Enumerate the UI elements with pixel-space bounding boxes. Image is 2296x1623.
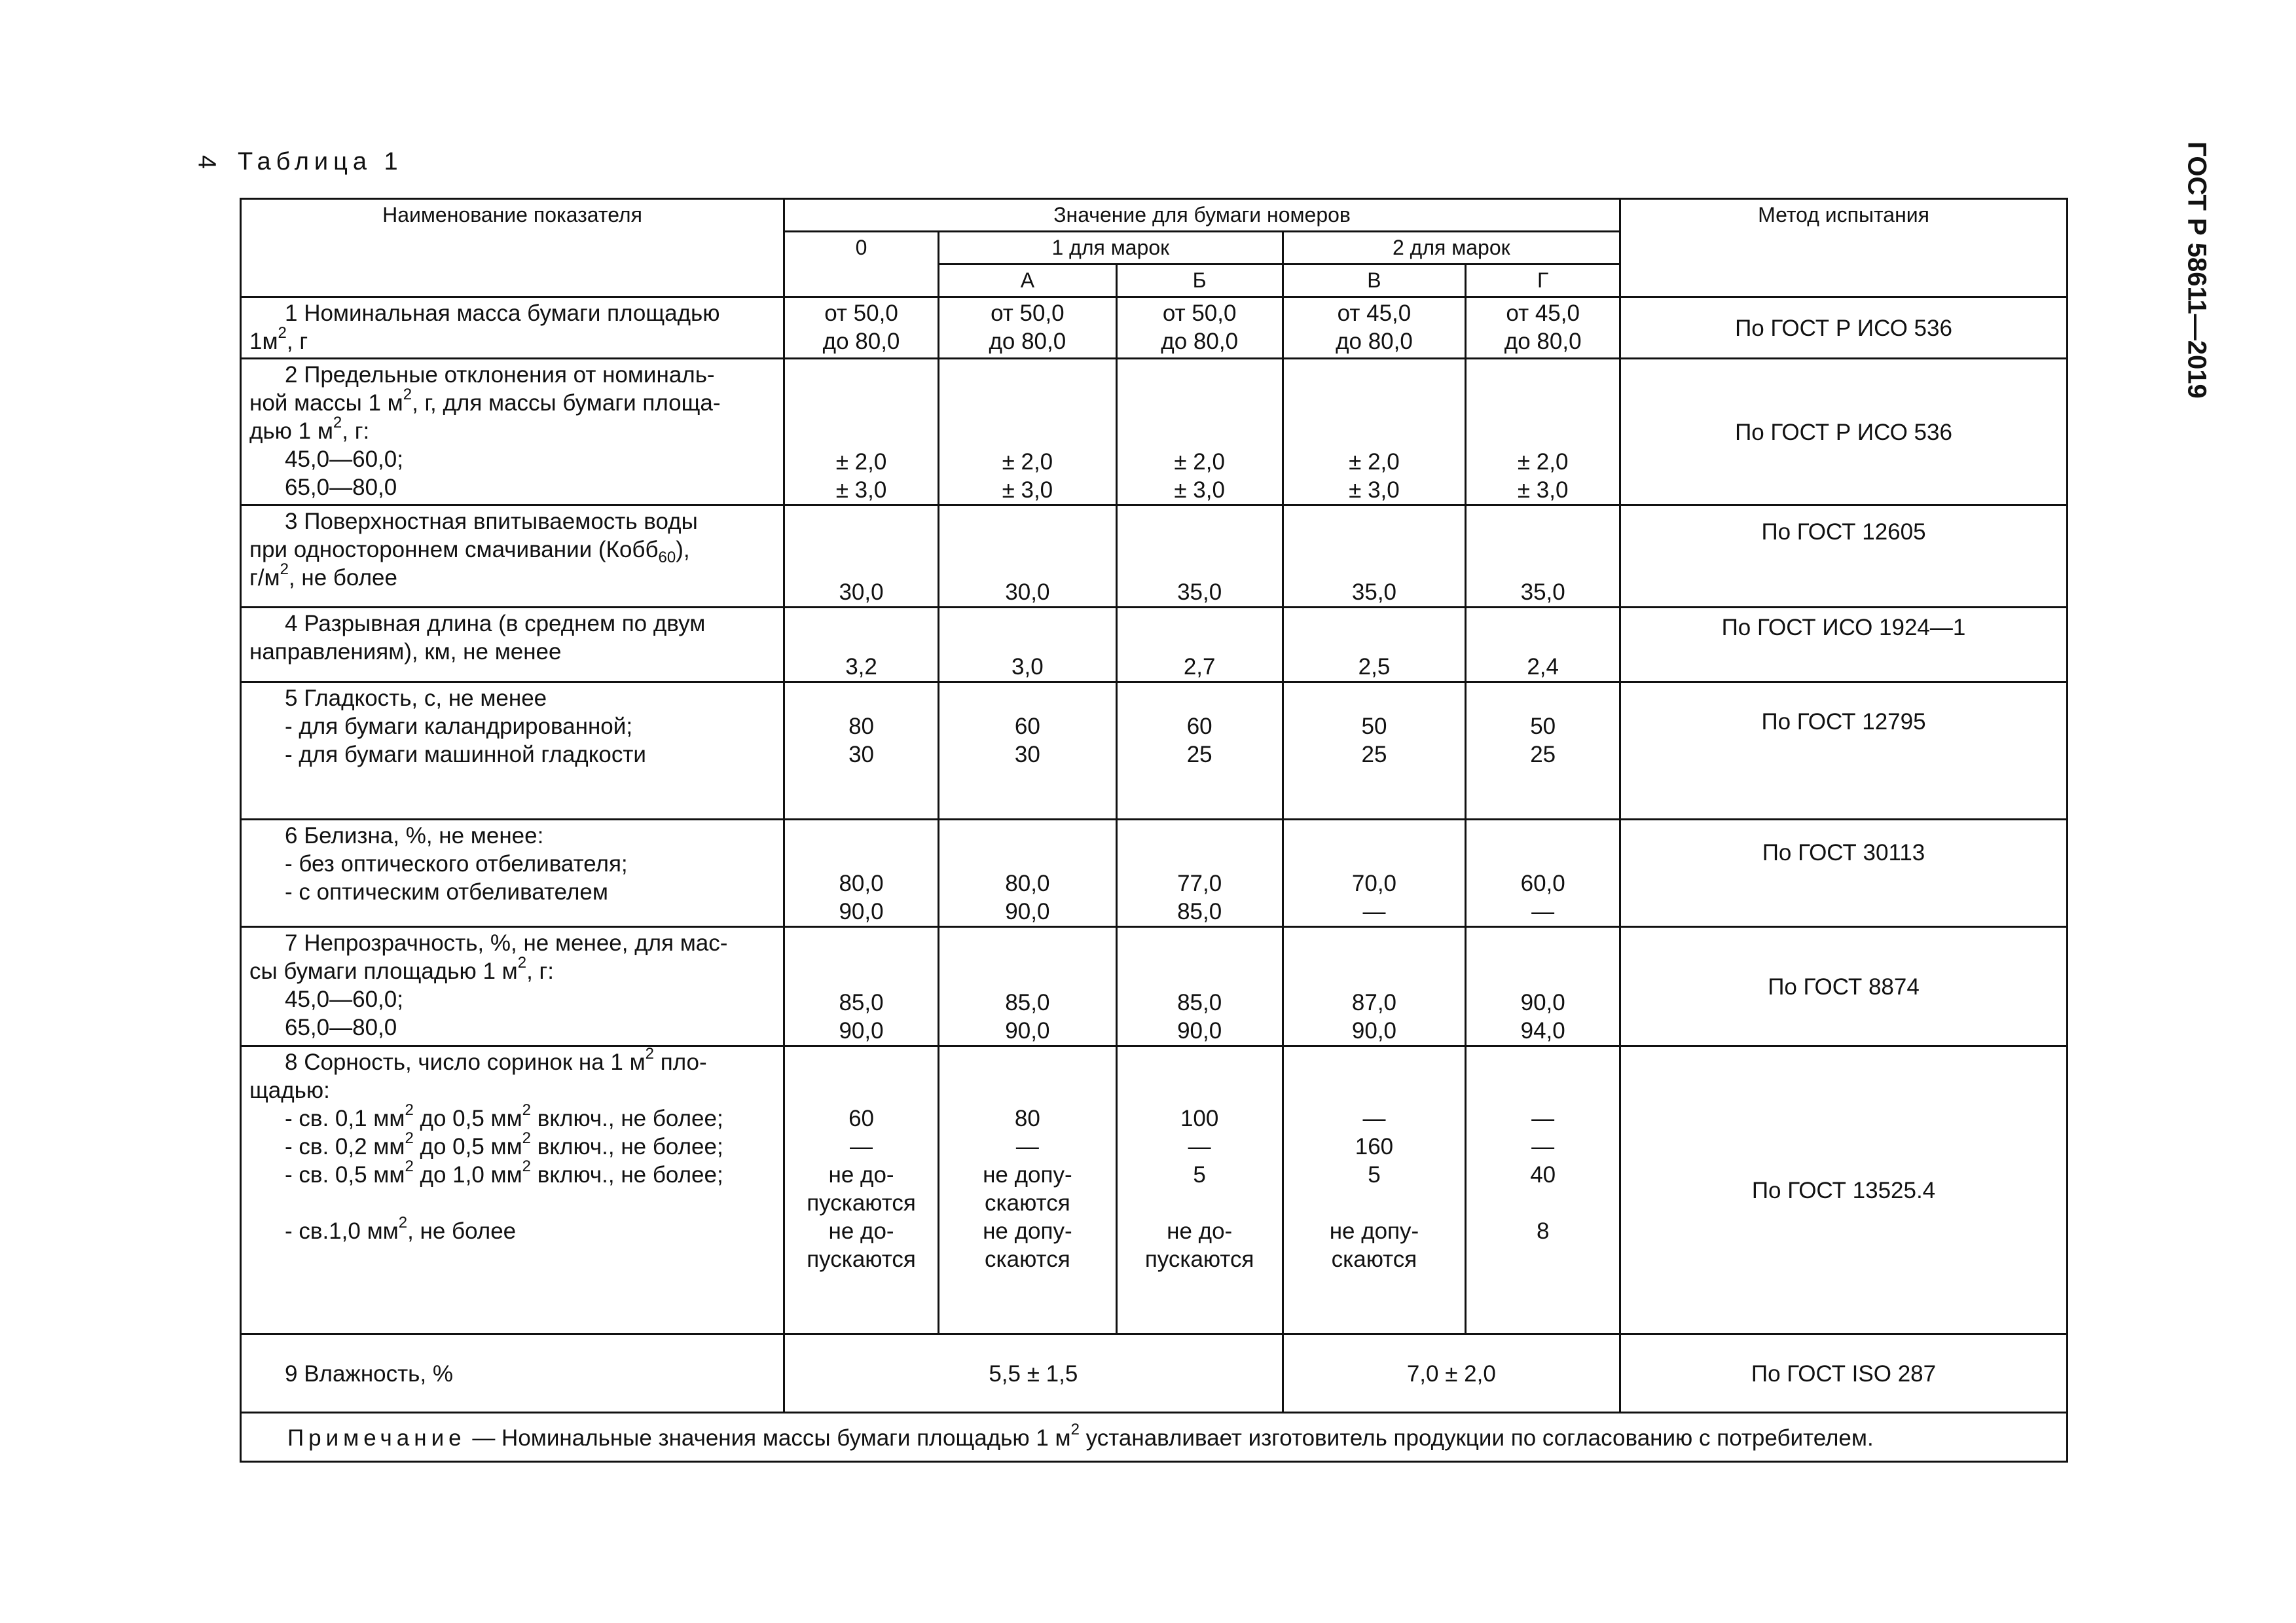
table-row xyxy=(241,1334,2068,1413)
value-cell: 2,4 xyxy=(1466,608,1620,682)
value-cell: 35,0 xyxy=(1283,505,1466,608)
header-grade-g: Г xyxy=(1466,264,1620,297)
header-num2: 2 для марок xyxy=(1283,232,1620,264)
note-row xyxy=(241,1413,2068,1462)
method-cell: По ГОСТ 30113 xyxy=(1620,820,2068,927)
method-cell: По ГОСТ 12795 xyxy=(1620,682,2068,820)
value-cell: 2,7 xyxy=(1116,608,1283,682)
specification-table xyxy=(240,198,2068,1463)
table-row xyxy=(241,820,2068,927)
value-cell: 85,0 90,0 xyxy=(938,927,1116,1046)
header-values: Значение для бумаги номеров xyxy=(784,199,1620,232)
value-cell: от 45,0 до 80,0 xyxy=(1466,297,1620,359)
method-cell: По ГОСТ Р ИСО 536 xyxy=(1620,359,2068,505)
value-cell: 100 — 5 не до- пускаются xyxy=(1116,1046,1283,1334)
value-cell: 77,0 85,0 xyxy=(1116,820,1283,927)
value-cell: 3,0 xyxy=(938,608,1116,682)
value-cell: 80 30 xyxy=(784,682,939,820)
indicator-name: 3 Поверхностная впитываемость воды при одностороннем смачивании (Кобб$_{60}$), $г/м^2$, не более xyxy=(241,505,784,608)
value-cell: 35,0 xyxy=(1116,505,1283,608)
method-cell: По ГОСТ 8874 xyxy=(1620,927,2068,1046)
method-cell: По ГОСТ ISO 287 xyxy=(1620,1334,2068,1413)
value-cell-group1: 5,5 ± 1,5 xyxy=(784,1334,1283,1413)
indicator-name: 6 Белизна, %, не менее: - без оптического отбеливателя; - с оптическим отбеливателем xyxy=(241,820,784,927)
method-cell: По ГОСТ 13525.4 xyxy=(1620,1046,2068,1334)
table-row xyxy=(241,608,2068,682)
header-grade-b: Б xyxy=(1116,264,1283,297)
value-cell: от 50,0 до 80,0 xyxy=(784,297,939,359)
indicator-name: 8 Сорность, число соринок на 1 $м^2$ пло- щадью: - св. 0,1 $мм^2$ до 0,5 $мм^2$ включ., не более; - св. 0,2 $мм^2$ до 0,5 $мм^2$ включ., не более; - св. 0,5 $мм^2$ до 1,0 $мм^2$ включ., не более; - св.1,0 $мм^2$, не более xyxy=(241,1046,784,1334)
header-row xyxy=(241,199,2068,232)
value-cell: от 50,0 до 80,0 xyxy=(938,297,1116,359)
table-row xyxy=(241,927,2068,1046)
header-indicator: Наименование показателя xyxy=(241,199,784,297)
indicator-name: 1 Номинальная масса бумаги площадью $1м^2$, г xyxy=(241,297,784,359)
header-grade-a: А xyxy=(938,264,1116,297)
value-cell: ± 2,0 ± 3,0 xyxy=(938,359,1116,505)
table-row xyxy=(241,359,2068,505)
value-cell: 85,0 90,0 xyxy=(1116,927,1283,1046)
value-cell: — — 40 8 xyxy=(1466,1046,1620,1334)
method-cell: По ГОСТ ИСО 1924—1 xyxy=(1620,608,2068,682)
table-row xyxy=(241,1046,2068,1334)
value-cell: 80,0 90,0 xyxy=(784,820,939,927)
table-row xyxy=(241,297,2068,359)
table-row xyxy=(241,505,2068,608)
table-caption: Таблица 1 xyxy=(238,148,403,175)
value-cell: ± 2,0 ± 3,0 xyxy=(1116,359,1283,505)
indicator-name: 2 Предельные отклонения от номиналь- ной массы 1 $м^2$, г, для массы бумаги площа- дью 1 $м^2$, г: 45,0—60,0; 65,0—80,0 xyxy=(241,359,784,505)
value-cell: 35,0 xyxy=(1466,505,1620,608)
value-cell: 50 25 xyxy=(1466,682,1620,820)
indicator-name: 7 Непрозрачность, %, не менее, для мас- сы бумаги площадью 1 $м^2$, г: 45,0—60,0; 65,0—80,0 xyxy=(241,927,784,1046)
value-cell: — 160 5 не допу- скаются xyxy=(1283,1046,1466,1334)
indicator-name: 9 Влажность, % xyxy=(241,1334,784,1413)
value-cell: 60,0 — xyxy=(1466,820,1620,927)
value-cell-group2: 7,0 ± 2,0 xyxy=(1283,1334,1620,1413)
value-cell: 3,2 xyxy=(784,608,939,682)
method-cell: По ГОСТ 12605 xyxy=(1620,505,2068,608)
value-cell: ± 2,0 ± 3,0 xyxy=(1283,359,1466,505)
value-cell: 90,0 94,0 xyxy=(1466,927,1620,1046)
method-cell: По ГОСТ Р ИСО 536 xyxy=(1620,297,2068,359)
value-cell: 30,0 xyxy=(784,505,939,608)
value-cell: 60 30 xyxy=(938,682,1116,820)
value-cell: ± 2,0 ± 3,0 xyxy=(784,359,939,505)
value-cell: от 50,0 до 80,0 xyxy=(1116,297,1283,359)
page-number: 4 xyxy=(192,155,221,170)
value-cell: 60 25 xyxy=(1116,682,1283,820)
value-cell: от 45,0 до 80,0 xyxy=(1283,297,1466,359)
header-num1: 1 для марок xyxy=(938,232,1283,264)
table-row xyxy=(241,682,2068,820)
value-cell: ± 2,0 ± 3,0 xyxy=(1466,359,1620,505)
table-note: Примечание — Номинальные значения массы бумаги площадью 1 $м^2$ устанавливает изготовитель продукции по согласованию с потребителем. xyxy=(241,1413,2068,1462)
value-cell: 85,0 90,0 xyxy=(784,927,939,1046)
header-grade-v: В xyxy=(1283,264,1466,297)
value-cell: 60 — не до- пускаются не до- пускаются xyxy=(784,1046,939,1334)
header-method: Метод испытания xyxy=(1620,199,2068,297)
value-cell: 87,0 90,0 xyxy=(1283,927,1466,1046)
value-cell: 80,0 90,0 xyxy=(938,820,1116,927)
value-cell: 30,0 xyxy=(938,505,1116,608)
indicator-name: 4 Разрывная длина (в среднем по двум направлениям), км, не менее xyxy=(241,608,784,682)
value-cell: 70,0 — xyxy=(1283,820,1466,927)
value-cell: 50 25 xyxy=(1283,682,1466,820)
value-cell: 2,5 xyxy=(1283,608,1466,682)
indicator-name: 5 Гладкость, с, не менее - для бумаги каландрированной; - для бумаги машинной гладкости xyxy=(241,682,784,820)
value-cell: 80 — не допу- скаются не допу- скаются xyxy=(938,1046,1116,1334)
standard-designation: ГОСТ Р 58611—2019 xyxy=(2182,141,2212,399)
header-num0: 0 xyxy=(784,232,939,297)
